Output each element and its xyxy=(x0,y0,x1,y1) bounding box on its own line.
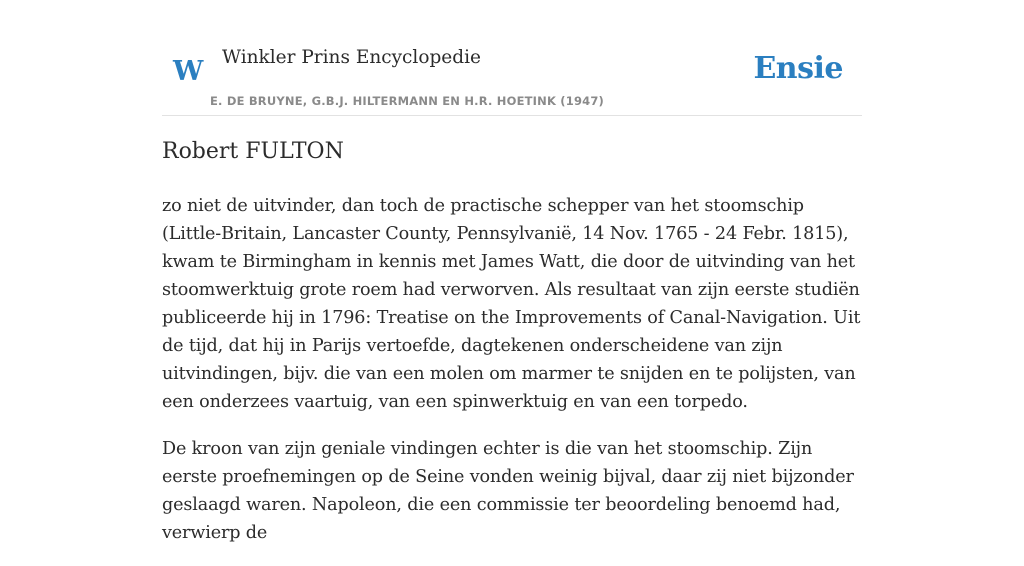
site-title[interactable]: Winkler Prins Encyclopedie xyxy=(222,47,481,68)
site-logo[interactable]: W xyxy=(173,56,204,87)
article-title: Robert FULTON xyxy=(162,139,344,164)
article-paragraph: De kroon van zijn geniale vindingen echter is die van het stoomschip. Zijn eerste proefnemingen op de Seine vonden weinig bijval, daar zij niet bijzonder geslaagd waren. Napoleon, die een commissie ter beoordeling benoemd had, verwierp de xyxy=(162,439,854,543)
source-authors: E. DE BRUYNE, G.B.J. HILTERMANN EN H.R. HOETINK (1947) xyxy=(210,94,605,108)
site-header xyxy=(162,40,862,116)
brand-logo[interactable]: Ensie xyxy=(753,51,843,86)
article-paragraph: zo niet de uitvinder, dan toch de practische schepper van het stoomschip (Little-Britain, Lancaster County, Pennsylvanië, 14 Nov. 1765 - 24 Febr. 1815), kwam te Birmingham in kennis met James Watt, die door de uitvinding van het stoomwerktuig grote roem had verworven. Als resultaat van zijn eerste studiën publiceerde hij in 1796: Treatise on the Improvements of Canal-Navigation. Uit de tijd, dat hij in Parijs vertoefde, dagtekenen onderscheidene van zijn uitvindingen, bijv. die van een molen om marmer te snijden en te polijsten, van een onderzees vaartuig, van een spinwerktuig en van een torpedo. xyxy=(162,196,861,412)
article-body xyxy=(162,192,862,566)
